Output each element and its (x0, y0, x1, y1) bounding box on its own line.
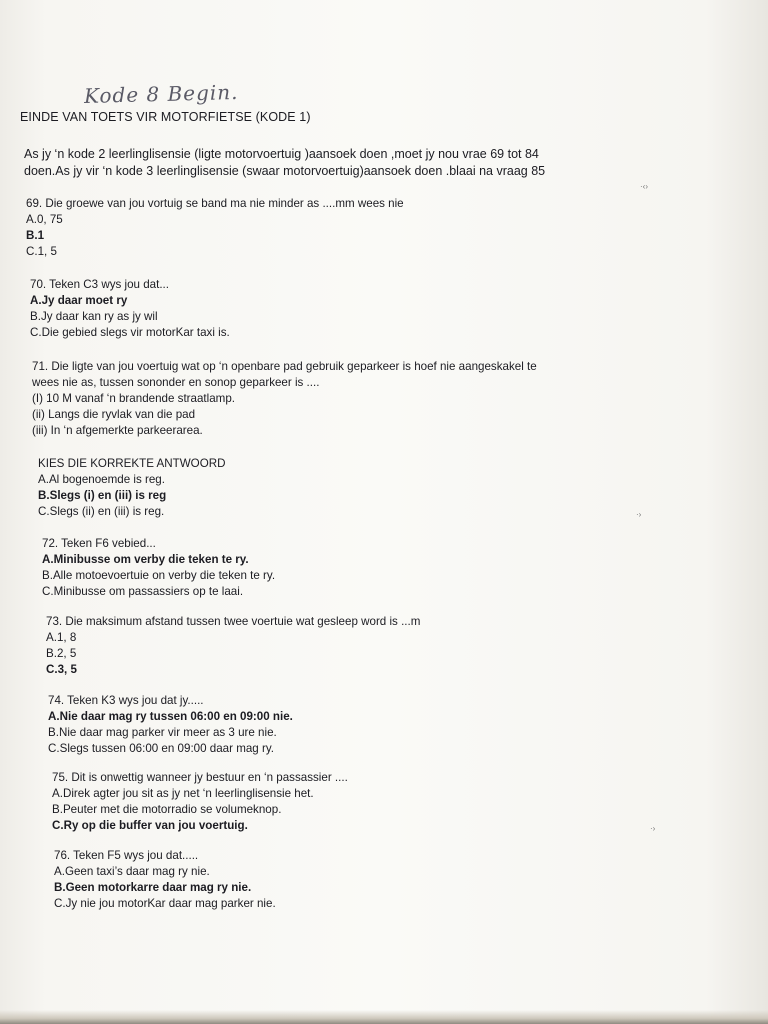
answer-option-selected: C.Ry op die buffer van jou voertuig. (52, 819, 248, 832)
handwritten-note: Kode 8 Begin. (83, 79, 239, 109)
question-prompt-line: wees nie as, tussen sononder en sonop geparkeer is .... (32, 376, 320, 389)
page-bottom-edge (0, 1010, 768, 1024)
question-block (38, 456, 678, 520)
answer-option: A.Al bogenoemde is reg. (38, 473, 165, 486)
answer-option: B.Nie daar mag parker vir meer as 3 ure nie. (48, 726, 277, 739)
answer-option-selected: B.Slegs (i) en (iii) is reg (38, 489, 167, 502)
question-block (26, 196, 666, 260)
answer-option: C.Jy nie jou motorKar daar mag parker nie. (54, 897, 276, 910)
intro-line: doen.As jy vir ‘n kode 3 leerlinglisensie (swaar motorvoertuig)aansoek doen .blaai na vraag 85 (24, 164, 546, 178)
scan-speck: ·› (636, 510, 642, 519)
intro-paragraph (24, 146, 644, 180)
answer-option-selected: B.1 (26, 229, 45, 242)
question-block (30, 277, 670, 341)
question-prompt-line: 75. Dit is onwettig wanneer jy bestuur en ‘n passassier .... (52, 771, 348, 784)
answer-option: A.0, 75 (26, 213, 63, 226)
question-prompt-line: KIES DIE KORREKTE ANTWOORD (38, 457, 226, 470)
question-prompt-line: 70. Teken C3 wys jou dat... (30, 278, 169, 291)
answer-option: B.Alle motoevoertuie on verby die teken te ry. (42, 569, 276, 582)
answer-option: B.2, 5 (46, 647, 77, 660)
answer-option-selected: B.Geen motorkarre daar mag ry nie. (54, 881, 252, 894)
question-prompt-line: (iii) In ‘n afgemerkte parkeerarea. (32, 424, 203, 437)
question-prompt-line: (I) 10 M vanaf ‘n brandende straatlamp. (32, 392, 235, 405)
answer-option-selected: C.3, 5 (46, 663, 77, 676)
question-prompt-line: 74. Teken K3 wys jou dat jy..... (48, 694, 204, 707)
scan-speck: ·› (650, 824, 656, 833)
question-prompt-line: 71. Die ligte van jou voertuig wat op ‘n openbare pad gebruik geparkeer is hoef nie aangeskakel te (32, 360, 537, 373)
question-prompt-line: 69. Die groewe van jou vortuig se band ma nie minder as ....mm wees nie (26, 197, 404, 210)
answer-option: A.Direk agter jou sit as jy net ‘n leerlinglisensie het. (52, 787, 314, 800)
scan-speck: ·‹› (640, 182, 648, 191)
answer-option-selected: A.Jy daar moet ry (30, 294, 128, 307)
answer-option: A.1, 8 (46, 631, 77, 644)
answer-option: C.1, 5 (26, 245, 57, 258)
intro-line: As jy ‘n kode 2 leerlinglisensie (ligte motorvoertuig )aansoek doen ,moet jy nou vrae 69 tot 84 (24, 147, 539, 161)
document-title: EINDE VAN TOETS VIR MOTORFIETSE (KODE 1) (20, 110, 311, 124)
question-block (52, 770, 692, 834)
question-block (42, 536, 682, 600)
question-prompt-line: 76. Teken F5 wys jou dat..... (54, 849, 199, 862)
question-prompt-line: 73. Die maksimum afstand tussen twee voertuie wat gesleep word is ...m (46, 615, 421, 628)
question-prompt-line: 72. Teken F6 vebied... (42, 537, 156, 550)
answer-option: C.Die gebied slegs vir motorKar taxi is. (30, 326, 230, 339)
answer-option-selected: A.Nie daar mag ry tussen 06:00 en 09:00 nie. (48, 710, 293, 723)
answer-option-selected: A.Minibusse om verby die teken te ry. (42, 553, 249, 566)
answer-option: C.Slegs (ii) en (iii) is reg. (38, 505, 165, 518)
question-block (54, 848, 694, 912)
answer-option: C.Slegs tussen 06:00 en 09:00 daar mag ry. (48, 742, 274, 755)
answer-option: C.Minibusse om passassiers op te laai. (42, 585, 244, 598)
question-block (46, 614, 686, 678)
answer-option: A.Geen taxi’s daar mag ry nie. (54, 865, 210, 878)
question-block (32, 359, 672, 439)
answer-option: B.Peuter met die motorradio se volumeknop. (52, 803, 282, 816)
question-prompt-line: (ii) Langs die ryvlak van die pad (32, 408, 196, 421)
answer-option: B.Jy daar kan ry as jy wil (30, 310, 158, 323)
question-block (48, 693, 688, 757)
